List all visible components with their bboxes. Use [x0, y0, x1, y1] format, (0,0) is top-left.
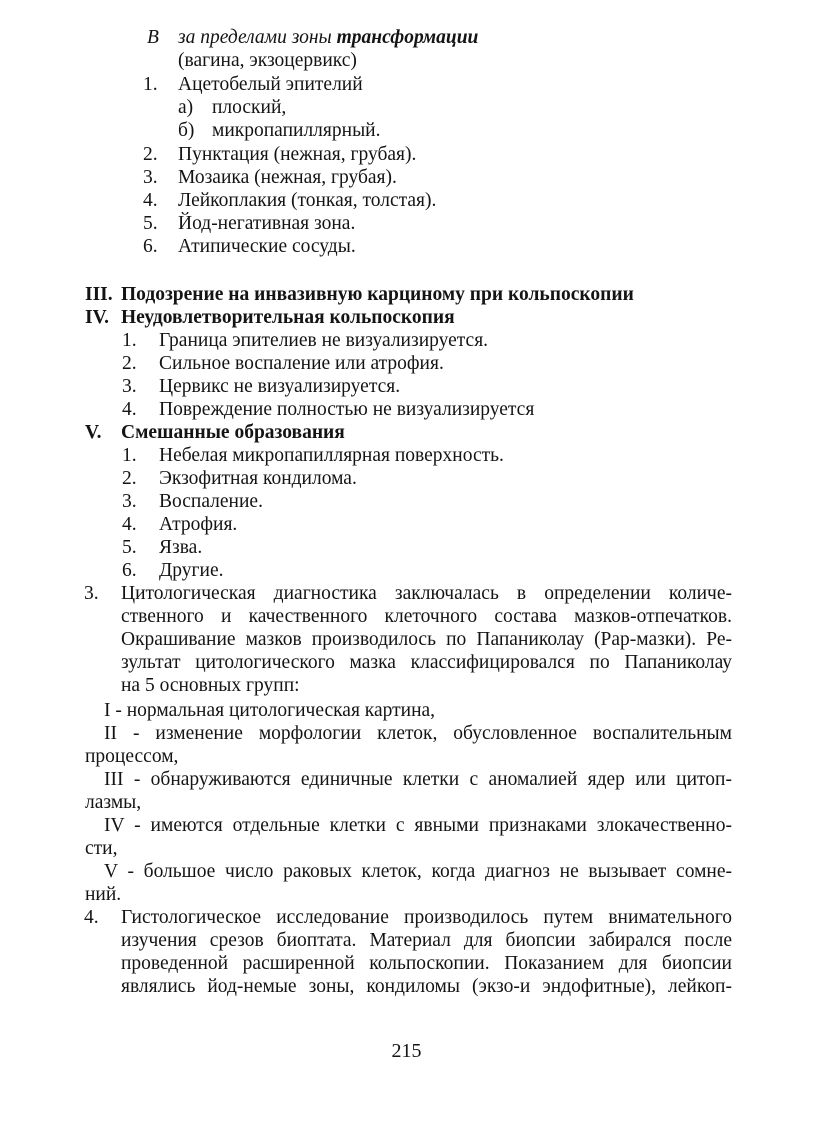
- list-item: Небелая микропапиллярная поверхность.: [159, 445, 504, 466]
- list-item-num: 6.: [122, 560, 137, 581]
- list-item: Повреждение полностью не визуализируется: [159, 399, 535, 420]
- list-item-num: 1.: [122, 330, 137, 351]
- paragraph-line: Цитологическая диагностика заключалась в определении количе-: [121, 583, 732, 604]
- paragraph-line: Окрашивание мазков производилось по Папаниколау (Pap-мазки). Ре-: [121, 629, 732, 650]
- list-item: Экзофитная кондилома.: [159, 468, 357, 489]
- section-iii-num: III.: [85, 284, 113, 305]
- sub-item-num: а): [178, 97, 194, 118]
- list-item: Цервикс не визуализируется.: [159, 376, 401, 397]
- list-item: Мозаика (нежная, грубая).: [178, 167, 397, 188]
- paragraph-line: на 5 основных групп:: [121, 675, 300, 696]
- list-item-num: 3.: [122, 491, 137, 512]
- paragraph-line: изучения срезов биоптата. Материал для биопсии забирался после: [121, 930, 732, 951]
- list-item: Сильное воспаление или атрофия.: [159, 353, 444, 374]
- cytology-group-cont: ний.: [85, 884, 122, 905]
- list-item-num: 6.: [143, 236, 158, 257]
- list-item-num: 1.: [143, 74, 158, 95]
- list-item: Атипические сосуды.: [178, 236, 356, 257]
- list-item-num: 5.: [122, 537, 137, 558]
- list-item-num: 4.: [122, 399, 137, 420]
- cytology-group: IV - имеются отдельные клетки с явными признаками злокачественно-: [104, 815, 732, 836]
- list-item-num: 4.: [143, 190, 158, 211]
- list-item-num: 5.: [143, 213, 158, 234]
- list-item: Пунктация (нежная, грубая).: [178, 144, 417, 165]
- paragraph-line: зультат цитологического мазка классифицировался по Папаниколау: [121, 652, 732, 673]
- list-item: Лейкоплакия (тонкая, толстая).: [178, 190, 437, 211]
- list-item: Язва.: [159, 537, 203, 558]
- cytology-group-cont: лазмы,: [85, 792, 142, 813]
- section-iv-heading: Неудовлетворительная кольпоскопия: [121, 307, 455, 328]
- list-item-num: 3.: [122, 376, 137, 397]
- paragraph-line: ственного и качественного клеточного состава мазков-отпечатков.: [121, 606, 732, 627]
- cytology-group-cont: сти,: [85, 838, 118, 859]
- paragraph-num: 3.: [84, 583, 99, 604]
- paragraph-line: проведенной расширенной кольпоскопии. Показанием для биопсии: [121, 953, 732, 974]
- paragraph-num: 4.: [84, 907, 99, 928]
- list-item: Ацетобелый эпителий: [178, 74, 363, 95]
- list-item: Атрофия.: [159, 514, 238, 535]
- list-item-num: 2.: [122, 353, 137, 374]
- cytology-group: III - обнаруживаются единичные клетки с аномалией ядер или цитоп-: [104, 769, 732, 790]
- cytology-group-cont: процессом,: [85, 746, 179, 767]
- list-item: Граница эпителиев не визуализируется.: [159, 330, 489, 351]
- paragraph-line: являлись йод-немые зоны, кондиломы (экзо-и эндофитные), лейкоп-: [121, 976, 732, 997]
- page-number: 215: [391, 1040, 422, 1062]
- section-b-subtitle: (вагина, экзоцервикс): [178, 50, 357, 71]
- cytology-group: I - нормальная цитологическая картина,: [104, 700, 436, 721]
- section-b-title-prefix: за пределами зоны: [178, 27, 337, 48]
- section-v-heading: Смешанные образования: [121, 422, 345, 443]
- paragraph-line: Гистологическое исследование производилось путем внимательного: [121, 907, 732, 928]
- list-item-num: 1.: [122, 445, 137, 466]
- list-item-num: 3.: [143, 167, 158, 188]
- section-b-title: [178, 27, 478, 50]
- cytology-group: V - большое число раковых клеток, когда диагноз не вызывает сомне-: [104, 861, 732, 882]
- list-item-num: 4.: [122, 514, 137, 535]
- sub-item-num: б): [178, 120, 195, 141]
- list-item: Йод-негативная зона.: [178, 213, 356, 234]
- section-b-marker: B: [147, 27, 159, 48]
- section-v-num: V.: [85, 422, 102, 443]
- section-iii-heading: Подозрение на инвазивную карциному при кольпоскопии: [121, 284, 634, 305]
- sub-item: микропапиллярный.: [212, 120, 381, 141]
- section-iv-num: IV.: [85, 307, 110, 328]
- cytology-group: II - изменение морфологии клеток, обусловленное воспалительным: [104, 723, 732, 744]
- list-item: Воспаление.: [159, 491, 263, 512]
- section-b-title-bold: трансформации: [336, 27, 479, 48]
- list-item-num: 2.: [122, 468, 137, 489]
- sub-item: плоский,: [212, 97, 287, 118]
- list-item-num: 2.: [143, 144, 158, 165]
- list-item: Другие.: [159, 560, 224, 581]
